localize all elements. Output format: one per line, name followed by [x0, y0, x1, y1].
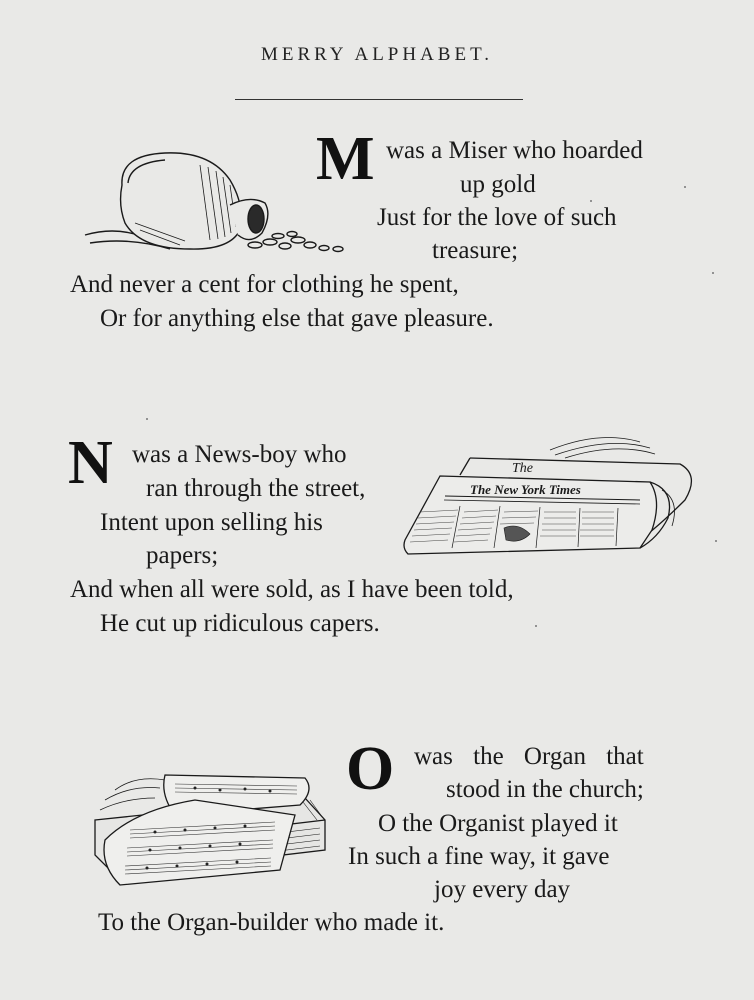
money-jar-icon: [80, 145, 350, 260]
verse-m-line-4: treasure;: [432, 237, 519, 264]
verse-n-line-4: papers;: [146, 542, 219, 569]
verse-m-line-1: was a Miser who hoarded: [386, 137, 643, 164]
sheet-music-icon: [75, 760, 350, 890]
verse-n-line-3: Intent upon selling his: [100, 509, 323, 536]
verse-o-line-3: O the Organist played it: [378, 810, 618, 837]
drop-cap-n: N: [68, 429, 113, 497]
newspaper-icon: [400, 430, 705, 560]
paper-speck: [712, 272, 714, 274]
verse-o-line-1: was the Organ that: [414, 743, 644, 770]
verse-o-line-2: stood in the church;: [446, 776, 644, 803]
verse-n-line-5: And when all were sold, as I have been told,: [70, 576, 514, 603]
verse-o-line-4: In such a fine way, it gave: [348, 843, 610, 870]
verse-m-line-5: And never a cent for clothing he spent,: [70, 271, 459, 298]
verse-o-line-6: To the Organ-builder who made it.: [98, 909, 445, 936]
verse-m-line-6: Or for anything else that gave pleasure.: [100, 305, 494, 332]
verse-o-line-5: joy every day: [434, 876, 571, 903]
paper-speck: [590, 200, 592, 202]
verse-m-line-3: Just for the love of such: [377, 204, 617, 231]
paper-speck: [684, 186, 686, 188]
drop-cap-m: M: [316, 125, 375, 193]
verse-n-line-1: was a News-boy who: [132, 441, 347, 468]
verse-n-line-6: He cut up ridiculous capers.: [100, 610, 380, 637]
paper-speck: [715, 540, 717, 542]
paper-speck: [146, 418, 148, 420]
page-title: MERRY ALPHABET.: [260, 44, 494, 65]
verse-m-line-2: up gold: [460, 171, 536, 198]
paper-speck: [535, 625, 537, 627]
verse-n-line-2: ran through the street,: [146, 475, 366, 502]
newspaper-masthead: The New York Times: [470, 482, 581, 497]
drop-cap-o: O: [346, 735, 395, 803]
title-divider: [235, 99, 523, 100]
newspaper-back-masthead: The: [512, 461, 533, 476]
